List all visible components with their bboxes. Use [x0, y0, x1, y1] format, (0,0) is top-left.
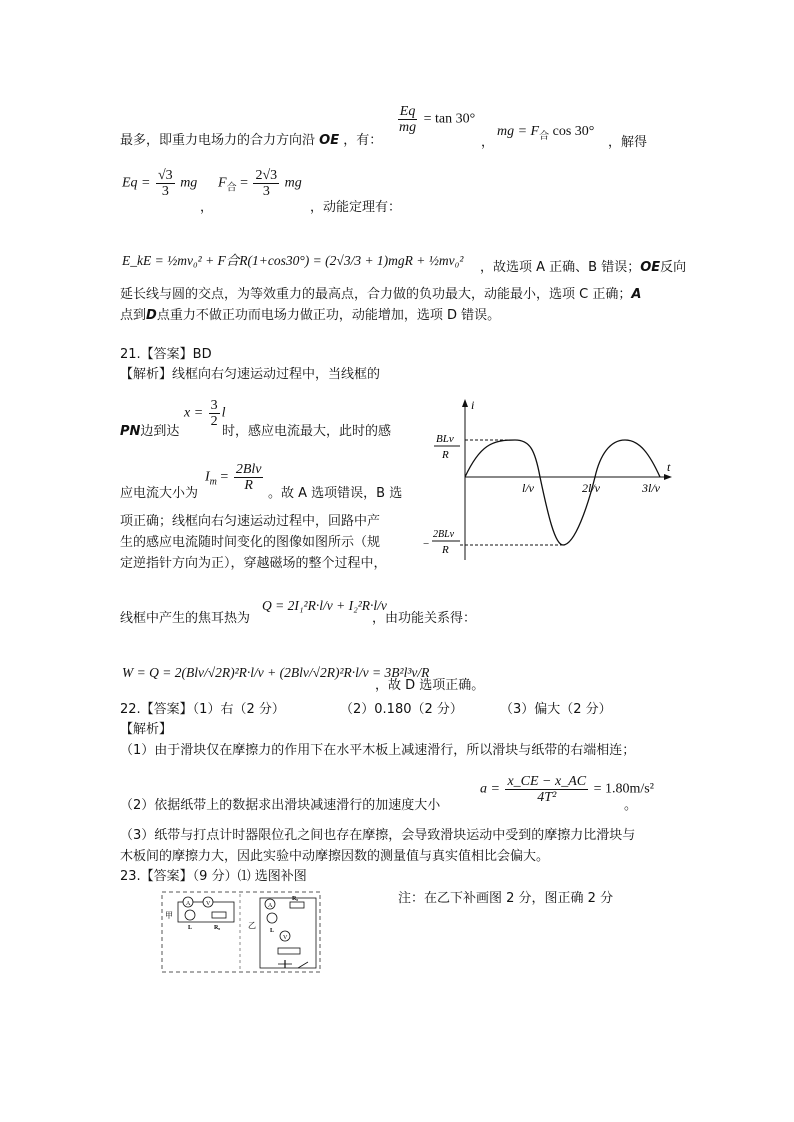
- circuit-yi-voltmeter-label: V: [283, 935, 288, 941]
- q22-para-2: （2）依据纸带上的数据求出滑块减速滑行的加速度大小: [120, 798, 441, 813]
- q20-line5-pre: 点到: [120, 308, 147, 323]
- comma-1: ，: [481, 135, 495, 150]
- circuit-yi-rheostat: [278, 948, 300, 954]
- current-time-graph: [420, 395, 680, 565]
- eq-x-position: [184, 398, 226, 429]
- circuit-yi-r0: [290, 902, 304, 908]
- q22-header: 22.【答案】（1）右（2 分）: [120, 702, 285, 717]
- q20-line1-text: 最多，即重力电场力的合力方向沿: [120, 133, 316, 148]
- eq-f-tail: mg: [284, 175, 302, 191]
- q20-line1-end: ，解得: [608, 135, 648, 150]
- graph-current-wave: [465, 440, 660, 545]
- q20-oe: OE: [319, 133, 340, 148]
- eq-eq-num: √3: [158, 168, 173, 183]
- eq-x-den: 2: [210, 414, 218, 429]
- eq-mg-f-sub: 合: [539, 130, 550, 142]
- q22-para-2-end: 。: [624, 798, 638, 813]
- q21-line3: 定逆指针方向为正），穿越磁场的整个过程中，: [120, 556, 387, 571]
- eq-eq-tail: mg: [180, 175, 198, 191]
- q21-line1: 项正确；线框向右匀速运动过程中，回路中产: [120, 514, 381, 529]
- q20-line1: [120, 130, 382, 152]
- eq-f-num: 2√3: [255, 168, 278, 183]
- eq-f-eq: =: [240, 175, 248, 191]
- graph-tick-2: 2l/v: [582, 481, 600, 495]
- eq-x-num: 3: [210, 398, 218, 413]
- q20-ke-oe: OE: [640, 260, 661, 275]
- graph-tick-3: 3l/v: [642, 481, 660, 495]
- eq-tan30: [395, 104, 475, 135]
- q20-ke-end2: 反向: [660, 260, 687, 275]
- q20-line4-a: A: [631, 287, 642, 302]
- eq-f-lhs: F: [218, 175, 227, 191]
- q20-line1-mid: ，有：: [343, 133, 383, 148]
- q20-line5: [120, 305, 500, 327]
- q21-cur-end: 。故 A 选项错误，B 选: [268, 486, 403, 501]
- graph-pos-num: BLv: [436, 433, 454, 445]
- circuit-jia-r0: [212, 912, 226, 918]
- circuit-yi-switch: [298, 962, 308, 968]
- q20-ke-end-text: ，故选项 A 正确、B 错误；: [480, 260, 641, 275]
- eq-im: [205, 462, 265, 493]
- circuit-jia-lamp-label: L: [188, 925, 193, 931]
- circuit-yi-ammeter-label: A: [268, 903, 273, 909]
- eq-tan30-num: Eq: [399, 104, 416, 119]
- circuit-jia-voltmeter-label: V: [206, 901, 211, 907]
- circuit-jia-r0-label: R₀: [214, 925, 221, 931]
- q23-note: 注：在乙下补画图 2 分，图正确 2 分: [398, 891, 614, 906]
- eq-mg-f-lhs: mg = F: [497, 124, 540, 139]
- circuit-diagram: [160, 890, 322, 974]
- q20-line4: [120, 284, 641, 306]
- q22-analysis: 【解析】: [120, 722, 173, 737]
- eq-f-result: [218, 168, 302, 199]
- q22-para-3a: （3）纸带与打点计时器限位孔之间也存在摩擦，会导致滑块运动中受到的摩擦力比滑块与: [120, 828, 636, 843]
- eq-a-lhs: a =: [480, 781, 500, 797]
- comma-2: ，: [200, 200, 214, 215]
- q20-line5-d: D: [146, 308, 157, 323]
- graph-i-label: i: [471, 398, 475, 412]
- eq-im-den: R: [244, 478, 253, 493]
- circuit-jia-lamp: [185, 910, 195, 920]
- circuit-yi-lamp-label: L: [270, 928, 275, 934]
- graph-neg-num: 2BLv: [433, 529, 455, 540]
- circuit-yi-r0-label: R₀: [292, 896, 299, 902]
- q21-line2: 生的感应电流随时间变化的图像如图所示（规: [120, 535, 381, 550]
- eq-x-l: l: [221, 405, 226, 421]
- eq-im-num: 2Blv: [235, 462, 262, 477]
- graph-t-arrow: [664, 474, 672, 480]
- graph-i-arrow: [462, 399, 468, 407]
- q22-para-3b: 木板间的摩擦力大，因此实验中动摩擦因数的测量值与真实值相比会偏大。: [120, 849, 550, 864]
- eq-x-lhs: x =: [184, 405, 204, 421]
- eq-im-sub: m: [209, 476, 217, 488]
- circuit-jia-ammeter-label: A: [186, 901, 191, 907]
- q21-reach: 边到达: [140, 424, 180, 439]
- eq-eq-den: 3: [161, 184, 169, 199]
- q21-analysis: 【解析】线框向右匀速运动过程中，当线框的: [120, 367, 381, 382]
- eq-work: W = Q = 2(Blv/√2R)²R·l/v + (2Blv/√2R)²R·l/v = 3B²l³v/R: [122, 665, 430, 680]
- eq-eq-result: [122, 168, 197, 199]
- graph-neg-den: R: [442, 544, 449, 556]
- q21-w-end: ，故 D 选项正确。: [375, 678, 485, 693]
- eq-kinetic-energy: E_kE = ½mv₀² + F合R(1+cos30°) = (2√3/3 + 1)mgR + ½mv₀²: [122, 253, 464, 268]
- eq-f-den: 3: [262, 184, 270, 199]
- q20-r-end: ，动能定理有：: [310, 200, 402, 215]
- q21-cur-pre: 应电流大小为: [120, 486, 199, 501]
- circuit-yi-lamp: [267, 913, 277, 923]
- eq-im-i: I: [205, 469, 210, 485]
- eq-mg-f-rhs: cos 30°: [552, 124, 595, 139]
- eq-a-rhs: = 1.80m/s²: [593, 781, 654, 797]
- eq-tan30-rhs: = tan 30°: [423, 111, 476, 127]
- eq-mg-f: [497, 124, 594, 142]
- eq-tan30-den: mg: [399, 120, 417, 135]
- graph-t-label: t: [667, 460, 671, 474]
- graph-pos-den: R: [442, 449, 449, 461]
- q20-ke-end: [480, 256, 686, 275]
- q23-header: 23.【答案】（9 分）⑴ 选图补图: [120, 869, 307, 884]
- graph-neg-sign: −: [423, 538, 430, 550]
- q22-para-1: （1）由于滑块仅在摩擦力的作用下在水平木板上减速滑行，所以滑块与纸带的右端相连；: [120, 743, 636, 758]
- q20-line5-post: 点重力不做正功而电场力做正功，动能增加，选项 D 错误。: [156, 308, 501, 323]
- q21-header: 21.【答案】BD: [120, 347, 212, 362]
- eq-f-sub: 合: [226, 182, 237, 194]
- q20-line4-text: 延长线与圆的交点，为等效重力的最高点，合力做的负功最大，动能最小，选项 C 正确；: [120, 287, 632, 302]
- graph-tick-1: l/v: [522, 481, 534, 495]
- q22-answer-3: （3）偏大（2 分）: [500, 702, 612, 717]
- q21-pn-line: [120, 421, 179, 443]
- q21-pn: PN: [120, 424, 141, 439]
- eq-a-num: x_CE − x_AC: [507, 774, 587, 789]
- eq-heat: Q = 2I₁²R·l/v + I₂²R·l/v: [262, 598, 387, 613]
- q21-heat-pre: 线框中产生的焦耳热为: [120, 611, 251, 626]
- eq-im-eq: =: [220, 469, 229, 485]
- circuit-jia-label: 甲: [165, 911, 173, 920]
- q21-reach-end: 时，感应电流最大，此时的感: [222, 424, 392, 439]
- q22-answer-2: （2）0.180（2 分）: [340, 702, 463, 717]
- q21-heat-end: ，由功能关系得：: [372, 611, 477, 626]
- eq-eq-lhs: Eq =: [122, 175, 151, 191]
- circuit-yi-label: 乙: [248, 921, 256, 930]
- eq-a-den: 4T²: [537, 790, 557, 805]
